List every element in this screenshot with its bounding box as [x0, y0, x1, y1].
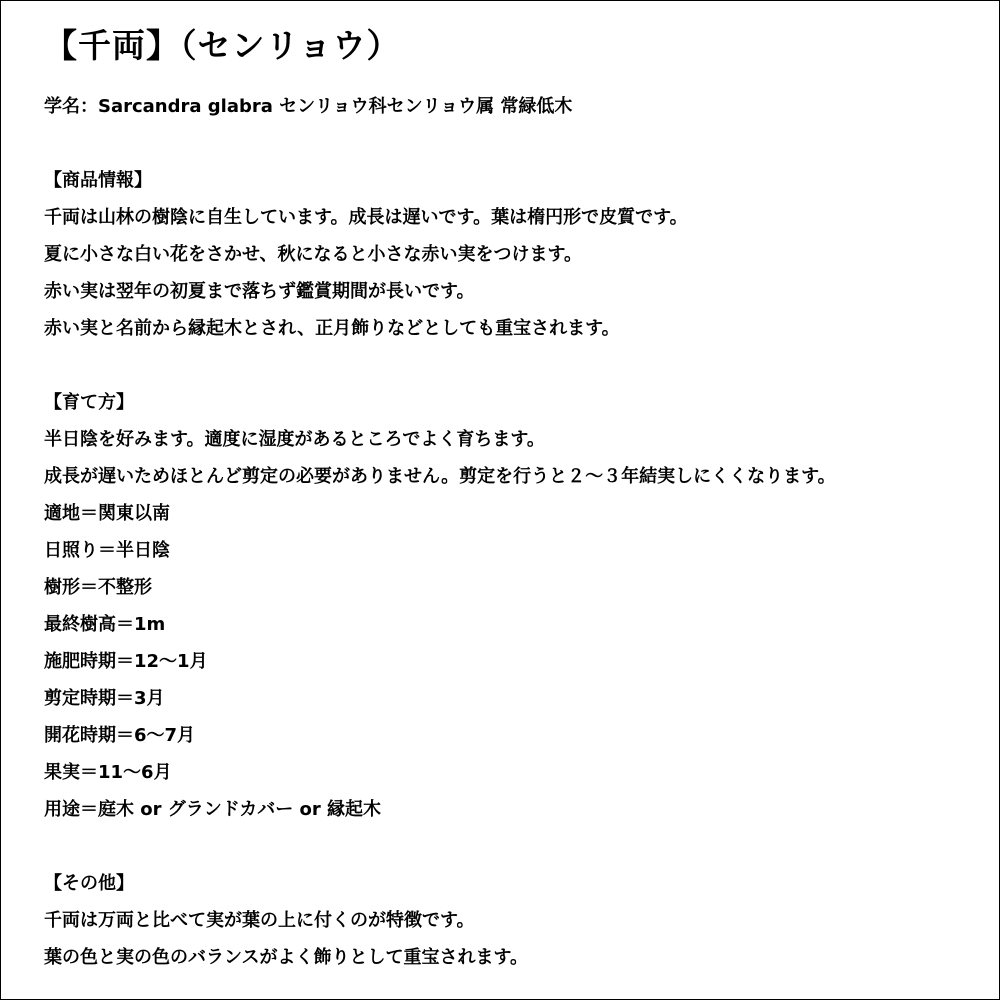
spec-fruit-period: 果実＝11～6月	[44, 762, 172, 783]
product-info-section	[44, 162, 992, 347]
product-info-line: 千両は山林の樹陰に自生しています。成長は遅いです。葉は楕円形で皮質です。	[44, 207, 688, 228]
spec-suitable-region: 適地＝関東以南	[44, 503, 170, 524]
page-title: 【千両】（センリョウ）	[44, 26, 401, 65]
spec-flowering-period: 開花時期＝6～7月	[44, 725, 196, 746]
spec-usage: 用途＝庭木 or グランドカバー or 縁起木	[44, 799, 382, 820]
spacer	[44, 125, 992, 162]
product-description	[44, 24, 992, 976]
growing-section	[44, 384, 992, 828]
other-line: 葉の色と実の色のバランスがよく飾りとして重宝されます。	[44, 947, 529, 968]
section-heading-other: 【その他】	[44, 873, 134, 894]
product-info-line: 赤い実と名前から縁起木とされ、正月飾りなどとしても重宝されます。	[44, 318, 620, 339]
scientific-name: 学名：Sarcandra glabra センリョウ科センリョウ属 常緑低木	[44, 96, 573, 117]
product-info-line: 赤い実は翌年の初夏まで落ちず鑑賞期間が長いです。	[44, 281, 475, 302]
spec-fertilizing-period: 施肥時期＝12～1月	[44, 651, 208, 672]
spec-tree-form: 樹形＝不整形	[44, 577, 152, 598]
section-heading-growing: 【育て方】	[44, 392, 134, 413]
growing-line: 半日陰を好みます。適度に湿度があるところでよく育ちます。	[44, 429, 545, 450]
spec-pruning-period: 剪定時期＝3月	[44, 688, 165, 709]
spacer	[44, 68, 992, 88]
section-heading-product-info: 【商品情報】	[44, 170, 152, 191]
product-info-line: 夏に小さな白い花をさかせ、秋になると小さな赤い実をつけます。	[44, 244, 583, 265]
other-section	[44, 865, 992, 976]
growing-line: 成長が遅いためほとんど剪定の必要がありません。剪定を行うと２～３年結実しにくくなります。	[44, 466, 836, 487]
spec-final-height: 最終樹高＝1m	[44, 614, 166, 635]
spacer	[44, 347, 992, 384]
other-line: 千両は万両と比べて実が葉の上に付くのが特徴です。	[44, 910, 475, 931]
spec-sunlight: 日照り＝半日陰	[44, 540, 170, 561]
spacer	[44, 828, 992, 865]
